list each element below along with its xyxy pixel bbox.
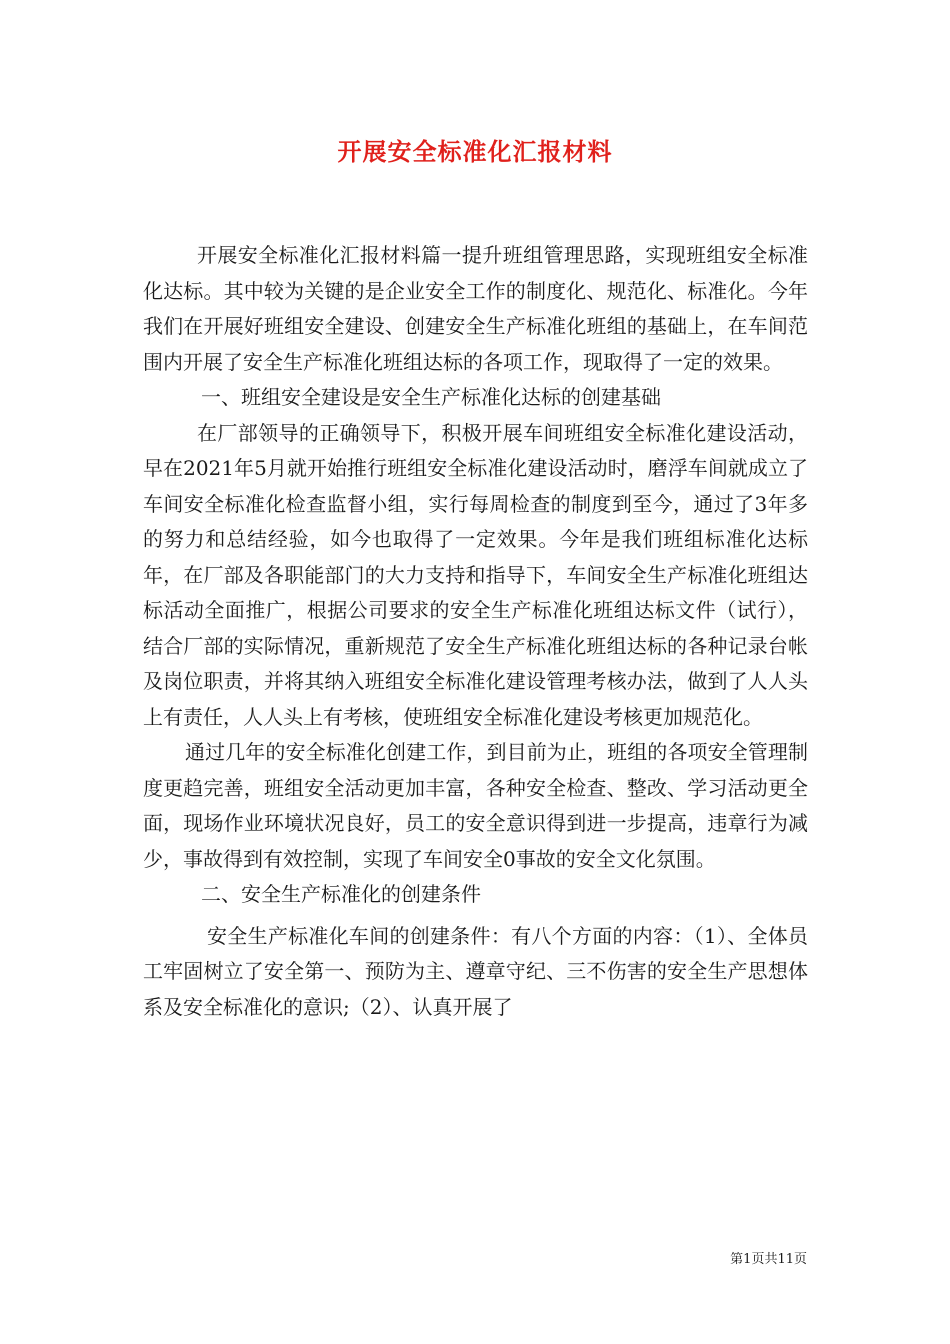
section-heading-1: 一、班组安全建设是安全生产标准化达标的创建基础 bbox=[201, 385, 661, 409]
document-title: 开展安全标准化汇报材料 bbox=[337, 137, 613, 166]
paragraph-section-1: 在厂部领导的正确领导下，积极开展车间班组安全标准化建设活动，早在2021年5月就开始推行班组安全标准化建设活动时，磨浮车间就成立了车间安全标准化检查监督小组，实行每周检查的制度到至今，通过了3年多的努力和总结经验，如今也取得了一定效果。今年是我们班组标准化达标年，在厂部及各职能部门的大力支持和指导下，车间安全生产标准化班组达标活动全面推广，根据公司要求的安全生产标准化班组达标文件（试行），结合厂部的实际情况，重新规范了安全生产标准化班组达标的各种记录台帐及岗位职责，并将其纳入班组安全标准化建设管理考核办法，做到了人人头上有责任，人人头上有考核，使班组安全标准化建设考核更加规范化。 bbox=[143, 420, 808, 729]
document-body bbox=[143, 238, 808, 1025]
paragraph-conditions: 安全生产标准化车间的创建条件：有八个方面的内容：（1）、全体员工牢固树立了安全第一、预防为主、遵章守纪、三不伤害的安全生产思想体系及安全标准化的意识;（2）、认真开展了 bbox=[143, 923, 808, 1019]
paragraph-results: 通过几年的安全标准化创建工作，到目前为止，班组的各项安全管理制度更趋完善，班组安全活动更加丰富，各种安全检查、整改、学习活动更全面，现场作业环境状况良好，员工的安全意识得到进一步提高，违章行为减少，事故得到有效控制，实现了车间安全0事故的安全文化氛围。 bbox=[143, 740, 808, 871]
paragraph-intro: 开展安全标准化汇报材料篇一提升班组管理思路，实现班组安全标准化达标。其中较为关键的是企业安全工作的制度化、规范化、标准化。今年我们在开展好班组安全建设、创建安全生产标准化班组的基础上，在车间范围内开展了安全生产标准化班组达标的各项工作，现取得了一定的效果。 bbox=[143, 243, 808, 374]
page-number-footer: 第1页共11页 bbox=[730, 1252, 807, 1267]
section-heading-2: 二、安全生产标准化的创建条件 bbox=[201, 882, 481, 906]
